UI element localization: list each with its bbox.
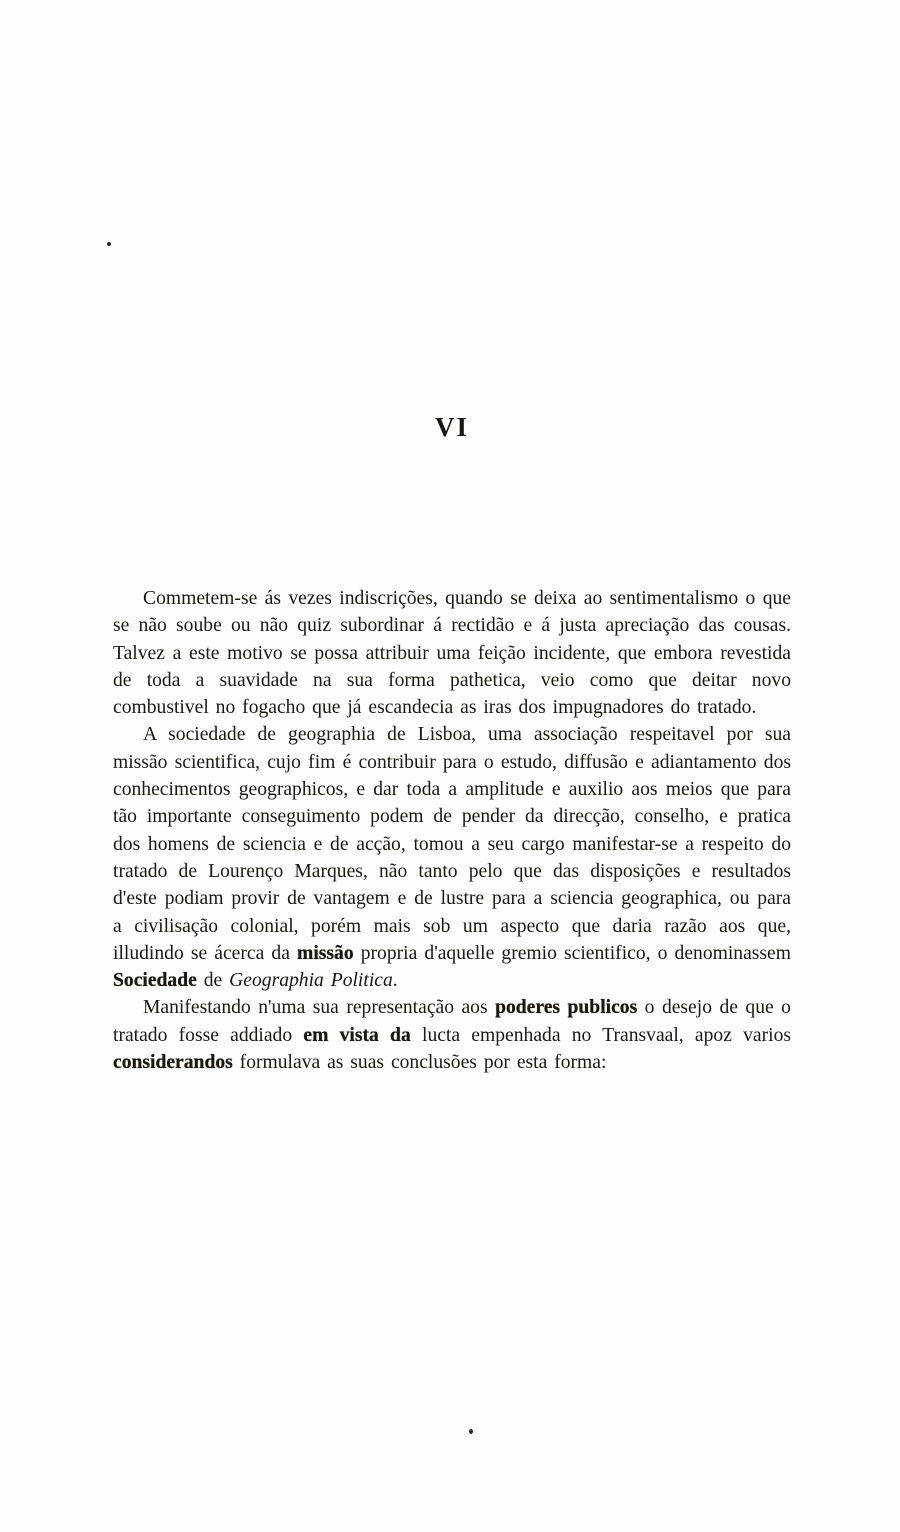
text-segment: de bbox=[196, 970, 230, 992]
text-segment: Manifestando n'uma sua representação aos bbox=[143, 997, 496, 1019]
text-segment: Sociedade bbox=[113, 970, 197, 992]
text-segment: propria d'aquelle gremio scientifico, o denominassem bbox=[353, 942, 791, 964]
text-segment: Geographia Politica bbox=[229, 970, 393, 992]
body-text-block bbox=[113, 585, 791, 1076]
scan-speck-icon bbox=[469, 1429, 473, 1434]
text-segment: Commetem-se ás vezes indiscrições, quando se deixa ao sentimentalismo o que se não soube ou não quiz subordinar á rectidão e á justa apreciação das cousas. Talvez a este motivo se possa attribuir uma feição incidente, que embora revestida de toda a suavidade na sua forma pathetica, veio como que deitar novo combustivel no fogacho que já escandecia as iras dos impugnadores do tratado. bbox=[113, 588, 791, 719]
scan-speck-icon bbox=[107, 242, 111, 246]
text-segment: lucta empenhada no Transvaal, apoz varios bbox=[410, 1024, 792, 1046]
text-segment: missão bbox=[297, 942, 354, 964]
text-segment: . bbox=[392, 970, 398, 992]
text-segment: formulava as suas conclusões por esta forma: bbox=[232, 1052, 607, 1074]
text-segment: em vista da bbox=[303, 1024, 411, 1046]
text-segment: A sociedade de geographia de Lisboa, uma associação respeitavel por sua missão scientifica, cujo fim é contribuir para o estudo, diffusão e adiantamento dos conhecimentos geographicos, e dar toda a amplitude e auxilio aos meios que para tão importante conseguimento podem de pender da direcção, conselho, e pratica dos homens de sciencia e de acção, tomou a seu cargo manifestar-se a respeito do tratado de Lourenço Marques, não tanto pelo que das disposições e resultados d'este podiam provir de vantagem e de lustre para a sciencia geographica, ou para a civilisação colonial, porém mais sob um aspecto que daria razão aos que, illudindo se ácerca da bbox=[113, 724, 791, 964]
paragraph bbox=[113, 994, 791, 1076]
chapter-number-heading: VI bbox=[434, 412, 469, 442]
text-segment: poderes publicos bbox=[495, 997, 638, 1019]
text-segment: considerandos bbox=[113, 1052, 233, 1074]
paragraph bbox=[113, 585, 791, 721]
paragraph bbox=[113, 721, 791, 994]
text-segment: o desejo de que o tratado fosse addiado bbox=[113, 997, 791, 1046]
